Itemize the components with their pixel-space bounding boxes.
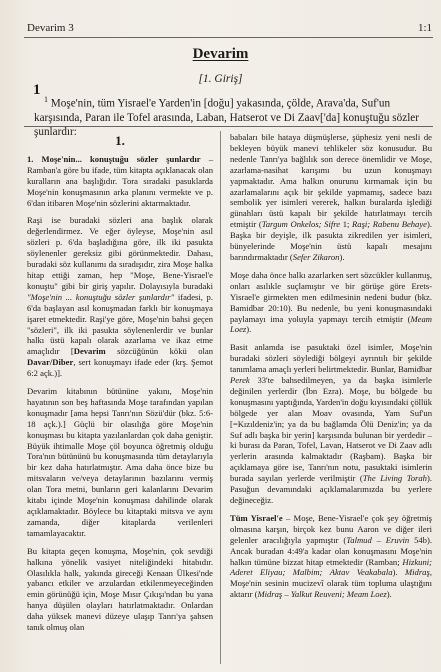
- commentary-left-column: [27, 132, 213, 640]
- left-paragraphs: [27, 154, 213, 633]
- bold-term: 1. Moşe'nin... konuştuğu sözler şunlardır: [27, 153, 201, 164]
- commentary-text: Basit anlamda ise pasuktaki özel isimler, Moşe'nin buradaki sözleri söylediği bölgeyi ayrıntılı bir şekilde tanımlama amaçlı yerleri belirtmektedir. Bunlar, Bamidbar: [230, 342, 432, 375]
- commentary-text: 1;: [340, 219, 353, 230]
- book-title: Devarim: [192, 46, 249, 62]
- citation-text: Raşi; Rabenu Behaye: [352, 219, 427, 230]
- commentary-text: ). Başka bir deyişle, ilk pasukta zikredilen yer isimleri, bünyelerinde Moşe'nin üstü kapalı mesajını barındırmaktadır (: [230, 219, 432, 262]
- verse-number: 1: [44, 95, 48, 104]
- commentary-section-number: 1.: [115, 133, 125, 148]
- commentary-text: – Ramban'a göre bu ifade, tüm kitapta açıklanacak olan kuralların ana başlığıdır. Tora sıradaki pasuklarda Moşe'nin konuşmasının arka planını vermekte ve p. 6'dan itibaren Moşe'nin sözlerini aktarmaktadır.: [27, 153, 213, 208]
- verse-divider: [24, 126, 433, 127]
- commentary-paragraph: [230, 342, 432, 506]
- citation-text: Midraş – Yalkut Reuveni; Meam Loez: [257, 589, 387, 600]
- header-divider: [24, 37, 433, 38]
- commentary-text: – Moşe, Bene-Yisrael'e çok şey öğretmiş olmasına karşın, birçok kez bunu Aaron ve diğer ileri gelenler aracılığıyla yapmıştır (: [230, 512, 432, 545]
- bold-term: Davar/Diber: [27, 357, 74, 368]
- citation-text: Meam Loez: [230, 313, 432, 335]
- citation-text: "Moşe'nin ... konuştuğu sözler şunlardır": [27, 291, 175, 302]
- citation-text: Talmud – Eruvin: [346, 534, 410, 545]
- citation-text: Targum Onkelos; Sifre: [261, 219, 341, 230]
- commentary-text: ).: [392, 567, 405, 578]
- commentary-text: 33'te bahsedilmeyen, ya da başka isimlerle değinilen yerlerdir (İbn Ezra). Moşe, bu bölgede bu konuşmasını yaptığında, Yarden'in doğu kıyısındaki çöllük bölgede yer alan Moav ovasında, Yam Suf'un [=Kızıldeniz'in; ya da bu bağlamda Ölü Deniz'in; ya da Suf adlı başka bir yerin] karşısında bulunan bir yerdedir – ki burası da Paran, Tofel, Lavan, Hatserot ve Di Zaav adlı yerlerin arasında kalmaktadır (Raşbam). Başka bir açıklamaya göre ise, Tanrı'nın notu, pasuktaki isimlerin burada sayılan yerlerde verilmiştir (: [230, 375, 432, 484]
- commentary-paragraph: [27, 215, 213, 379]
- commentary-text: Raşi ise buradaki sözleri ana başlık olarak değerlendirmez. Ve eğer öyleyse, Moşe'nin asıl sözleri p. 6'da başladığına göre, ilk iki pasukta söylenenler gereksiz gibi görünmektedir. Dahası, buradaki söz kullanımı da sıradışıdır, zira Moşe halka hitap ettiği zaman, hep "Moşe, Bene-Yisrael'e konuştu" gibi bir giriş yapılır. Dolayısıyla buradaki: [27, 215, 213, 291]
- commentary-paragraph: [230, 132, 432, 263]
- commentary-text: Bu kitapta geçen konuşma, Moşe'nin, çok sevdiği halkına yönelik vasiyet niteliğindeki hitabıdır. Olasılıkla halk, yakında gireceği Kenaan Ülkesi'nde yabancı etkiler ve arzulardan etkilenmeyeceğinden emin görünüğü için, Moşe Mısır Çıkışı'ndan bu yana hanya düşülen olayları hatırlatmaktadır. Onlardan daha yüksek manevi düzeye ulaşıp Tanrı'ya şahsen tanık olmuş olan: [27, 545, 213, 633]
- column-divider: [220, 131, 221, 664]
- verse-text: Moşe'nin, tüm Yisrael'e Yarden'in [doğu] yakasında, çölde, Arava'da, Suf'un karşısında, Paran ile Tofel arasında, Laban, Hatserot ve Di Zaav['da] konuştuğu sözler şunlardır:: [34, 97, 420, 138]
- commentary-text: , sert konuşmayı ifade eder (krş. Şemot 6:2 açk.)].: [27, 357, 213, 379]
- chapter-number: 1: [33, 82, 41, 98]
- citation-text: The Living Torah: [362, 473, 427, 484]
- commentary-paragraph: [27, 386, 213, 539]
- commentary-text: babaları bile hataya düşmüşlerse, şüphesiz yeni nesli de bekleyen büyük manevi tehlikeler söz konusudur. Bu nedenle Tanrı'ya bağlılık son derece önemlidir ve Moşe, azarlama-nasihat karışımı bu uzun konuşmayı yapmaktadır. Ama halkın onurunu kırmamak için bu azarlamalarını açık bir şekilde yapmamış, sadece bazı sembolik yer isimleri vererek, halkın buralarda işlediği günahları üstü kapalı bir şekilde hatırlatmayı tercih etmiştir (: [230, 132, 432, 230]
- commentary-paragraph: [27, 154, 213, 209]
- commentary-paragraph: [27, 546, 213, 633]
- commentary-text: ifadesi, p. 6'da başlayan asıl konuşmadan farklı bir konuşmaya işaret etmektedir. Raşi'ye göre, Moşe'nin bahsi geçen "sözleri", ilk iki pasukta söylenenlerdir ve bunlar halkı üstü kapalı olarak azarlama ve ikaz etme amaçlıdır [: [27, 291, 213, 357]
- commentary-text: Devarim kitabının bütününe yakını, Moşe'nin hayatının son beş haftasında Moşe tarafından yapılan konuşmadır [ama hepsi Tanrı'nın Sözü'dür (bkz. 5:6-18 açk.).] Güçlü bir olasılığa göre Moşe'nin konuşması bu kitapta yazılanlardan çok daha geniştir. Büyük ihtimalle Moşe çöl boyunca öğretmiş olduğu Tora'nın bütününü bu konuşmasında tüm detaylarıyla bir kez daha hatırlatmıştır. Ama daha önce bize bu mitsvaların ve/veya detaylarının bazılarını vermiş olan Tora metni, bunların geri kalanlarını Devarim kitabı içinde Moşe'nin konuşması dahilinde olarak açıklamaktadır. Böylece bu kitaptaki mitsva ve aynı zamanda, diğer kitaplarda verilenleri tamamlayacaktır.: [27, 386, 213, 538]
- commentary-text: ). Pasuğun devamındaki açıklamalarımızda bu yerlere değineceğiz.: [230, 473, 432, 505]
- section-label: [1. Giriş]: [198, 73, 243, 85]
- commentary-paragraph: [230, 270, 432, 335]
- citation-text: Sefer Zikaron: [292, 251, 340, 262]
- commentary-text: ).: [246, 324, 252, 335]
- commentary-right-column: [230, 132, 432, 607]
- commentary-paragraph: [230, 513, 432, 600]
- commentary-text: ).: [386, 589, 392, 600]
- commentary-text: Moşe daha önce halkı azarlarken sert sözcükler kullanmış, onları asılıkle suçlamıştır ve bir görüşe göre Erets-Yisrael'e girmekten men edilmesinin nedeni budur (bkz. Bamidbar 20:10). Bu nedenle, bu yeni konuşmasındaki paylamayı ima yoluyla yapmayı tercih etmiştir (: [230, 269, 432, 324]
- running-header-verse: 1:1: [417, 22, 432, 34]
- citation-text: Perek: [230, 375, 250, 386]
- commentary-text: , Moşe'nin sesinin mucizevî olarak tüm topluma ulaştığını aktarır (: [230, 567, 432, 600]
- commentary-text: 54b). Ancak buradan 4:49'a kadar olan konuşmasını Moşe'nin halkın tümüne bizzat hitap etmektedir (Ramban;: [230, 534, 432, 567]
- running-header-book: Devarim 3: [27, 22, 74, 34]
- commentary-text: sözcüğünün kökü olan: [105, 346, 213, 357]
- citation-text: Midraş: [404, 567, 430, 578]
- bold-term: Devarim: [73, 346, 106, 357]
- right-paragraphs: [230, 132, 432, 600]
- citation-text: Hizkuni; Aderet Eliyau; Malbim; Aktav Veakabala: [230, 556, 432, 578]
- bold-term: Tüm Yisrael'e: [230, 512, 283, 523]
- commentary-text: ).: [339, 251, 345, 262]
